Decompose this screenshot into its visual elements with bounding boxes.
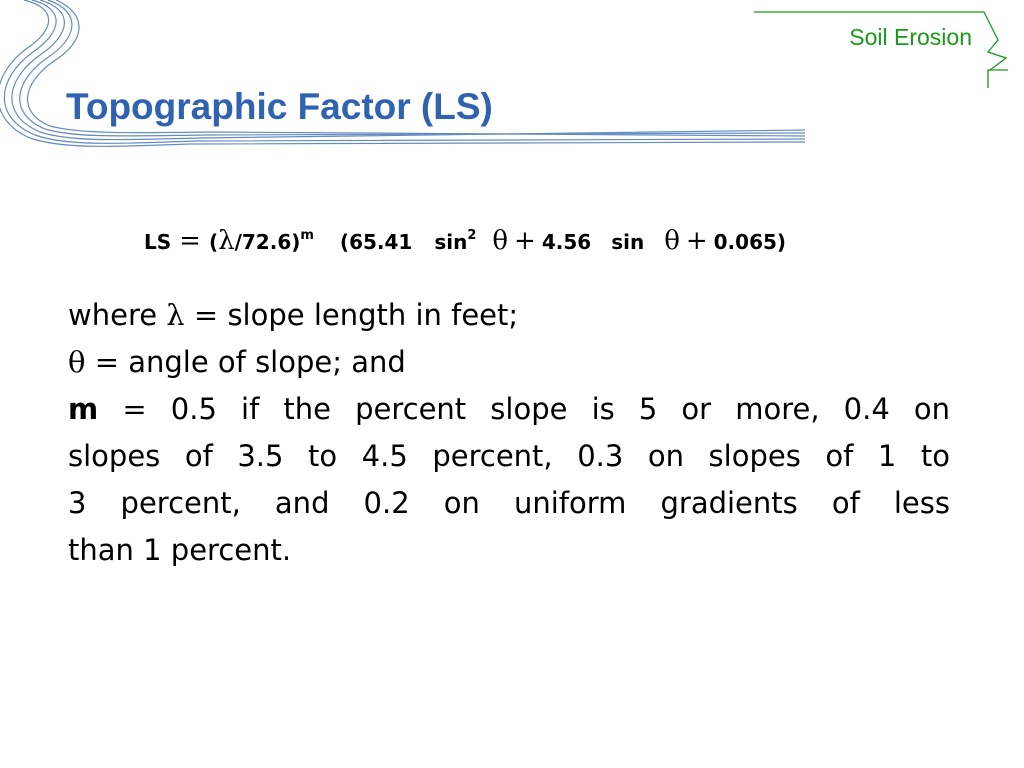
lambda-symbol: λ — [166, 298, 185, 332]
theta-definition: angle of slope; and — [128, 345, 406, 379]
equation-open-paren: ( — [208, 230, 219, 254]
where-word: where — [68, 298, 158, 332]
definition-m-line-1 — [68, 386, 950, 433]
m-symbol: m — [68, 392, 99, 426]
swirl-decoration — [0, 0, 820, 160]
equation-square: 2 — [467, 228, 477, 243]
m-equals: = — [122, 392, 147, 426]
lambda-equals: = — [193, 298, 219, 332]
m-definition-line-1: 0.5 if the percent slope is 5 or more, 0.4 on — [170, 392, 951, 426]
ls-equation — [144, 226, 786, 256]
equation-ratio: /72.6) — [234, 230, 301, 254]
definition-m-line-4: than 1 percent. — [68, 533, 292, 567]
equation-equals: = — [179, 226, 201, 256]
equation-plus-1: + — [514, 226, 536, 256]
slide-title: Topographic Factor (LS) — [66, 86, 493, 127]
equation-exponent-m: m — [300, 228, 314, 243]
definitions-block — [68, 292, 950, 574]
equation-constant: 0.065) — [713, 230, 787, 254]
theta-symbol: θ — [68, 345, 86, 379]
equation-theta-1: θ — [492, 226, 509, 256]
definition-m-line-2: slopes of 3.5 to 4.5 percent, 0.3 on slopes of 1 to — [68, 439, 950, 473]
equation-lhs: LS — [144, 230, 172, 254]
equation-sin-squared: sin — [434, 230, 468, 254]
definition-m-line-3: 3 percent, and 0.2 on uniform gradients of less — [68, 486, 950, 520]
equation-coef-a: (65.41 — [339, 230, 413, 254]
definition-lambda — [68, 292, 950, 339]
theta-equals: = — [94, 345, 119, 379]
equation-sin: sin — [611, 230, 645, 254]
lambda-definition: slope length in feet; — [227, 298, 519, 332]
equation-lambda: λ — [218, 226, 235, 256]
equation-coef-b: 4.56 — [541, 230, 592, 254]
section-label: Soil Erosion — [849, 24, 972, 50]
equation-plus-2: + — [685, 226, 708, 256]
equation-theta-2: θ — [664, 226, 680, 256]
definition-theta — [68, 339, 950, 386]
